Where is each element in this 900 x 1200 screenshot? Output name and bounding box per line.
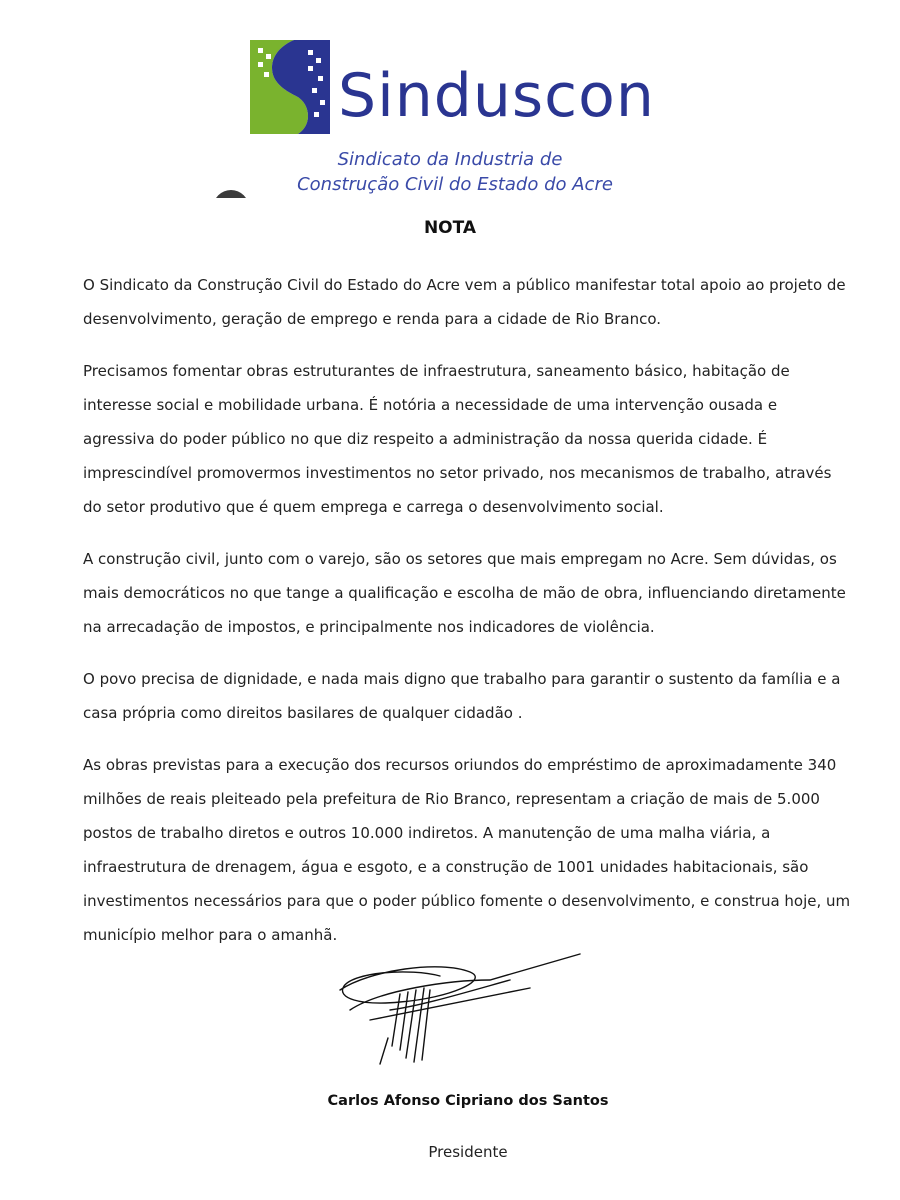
- paragraph: O Sindicato da Construção Civil do Estado do Acre vem a público manifestar total apoio ao projeto de desenvolvimento, geração de emprego e renda para a cidade de Rio Branco.: [83, 276, 846, 328]
- paragraph: A construção civil, junto com o varejo, são os setores que mais empregam no Acre. Sem dúvidas, os mais democráticos no que tange a qualificação e escolha de mão de obra, influenciando diretamente na arrecadação de impostos, e principalmente nos indicadores de violência.: [83, 550, 846, 636]
- logo-subtitle-line2: Construção Civil do Estado do Acre: [297, 174, 613, 195]
- logo-wordmark: Sinduscon: [338, 61, 655, 131]
- document-title: NOTA: [423, 218, 477, 238]
- paragraph: As obras previstas para a execução dos recursos oriundos do empréstimo de aproximadamente 340 milhões de reais pleiteado pela prefeitura de Rio Branco, representam a criação de mais de 5.000 postos de trabalho diretos e outros 10.000 indiretos. A manutenção de uma malha viária, a infraestrutura de drenagem, água e esgoto, e a construção de 1001 unidades habitacionais, são investimentos necessários para que o poder público fomente o desenvolvimento, e construa hoje, um município melhor para o amanhã.: [83, 756, 851, 944]
- document-body: [83, 268, 853, 970]
- decorative-mask: [205, 198, 265, 212]
- handwritten-signature: [330, 950, 590, 1070]
- paragraph: O povo precisa de dignidade, e nada mais digno que trabalho para garantir o sustento da família e a casa própria como direitos basilares de qualquer cidadão .: [83, 670, 841, 722]
- sinduscon-s-logo-icon: [246, 38, 332, 134]
- sinduscon-logo: [240, 36, 660, 196]
- paragraph: Precisamos fomentar obras estruturantes de infraestrutura, saneamento básico, habitação de interesse social e mobilidade urbana. É notória a necessidade de uma intervenção ousada e agressiva do poder público no que diz respeito a administração da nossa querida cidade. É imprescindível promovermos investimentos no setor privado, nos mecanismos de trabalho, através do setor produtivo que é quem emprega e carrega o desenvolvimento social.: [83, 362, 832, 516]
- signer-name: Carlos Afonso Cipriano dos Santos: [327, 1093, 609, 1109]
- signer-role: Presidente: [428, 1143, 508, 1161]
- logo-subtitle-line1: Sindicato da Industria de: [337, 149, 563, 170]
